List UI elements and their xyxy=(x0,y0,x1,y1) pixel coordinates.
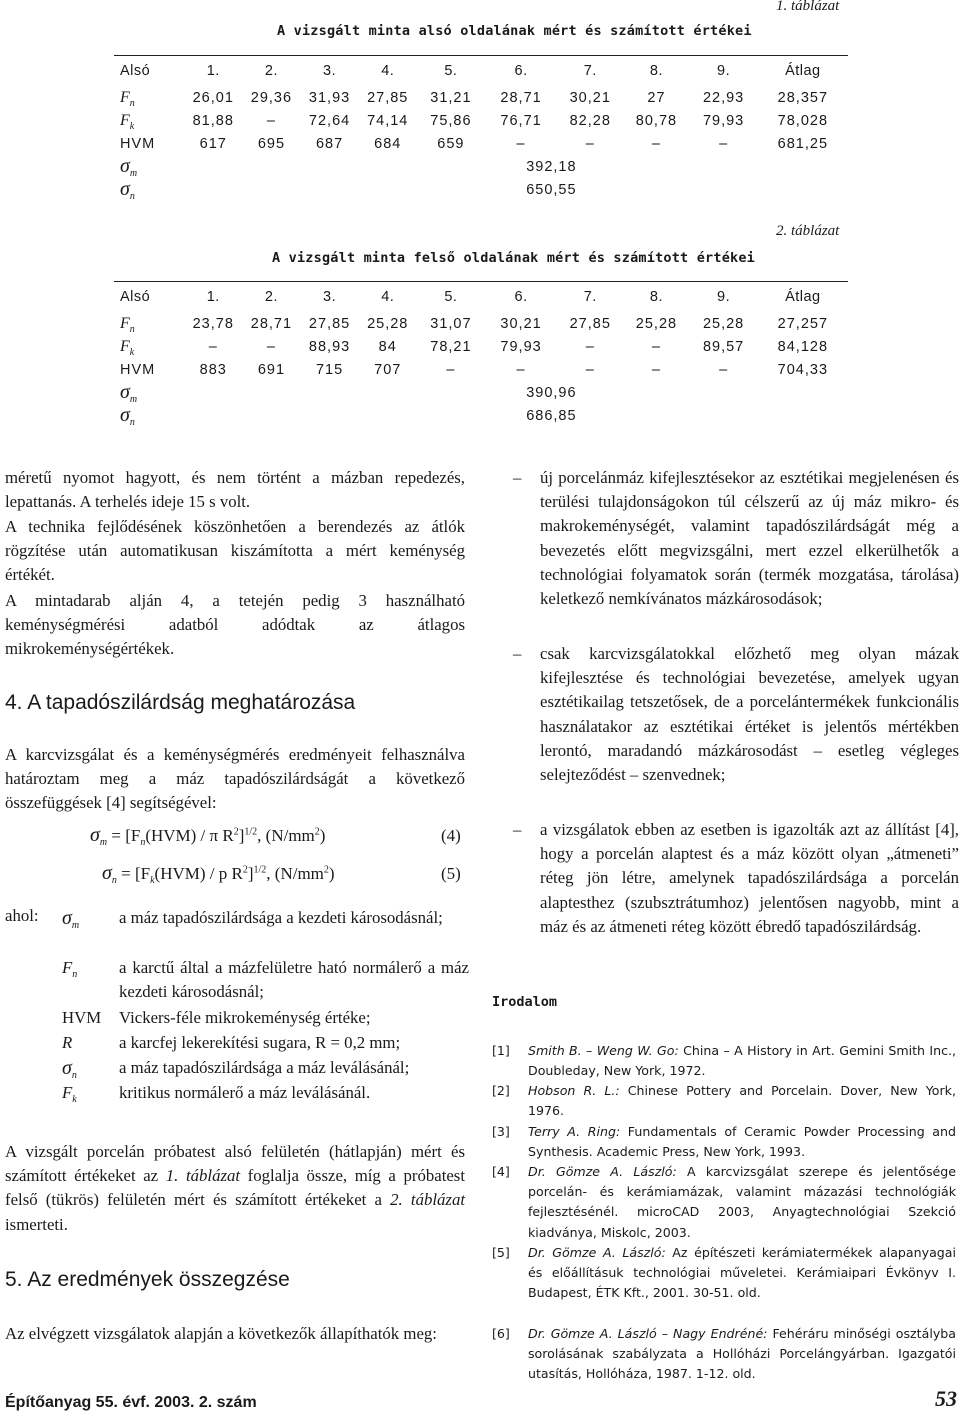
left-para-2: A technika fejlődésének köszönhetően a berendezés az átlók rögzítése után automatikusan kiszámította a mért keménység értékét. xyxy=(5,517,465,585)
table-cell: 25,28 xyxy=(635,315,678,332)
table-cell: 84,128 xyxy=(777,338,829,355)
sigma-symbol: σ xyxy=(90,824,100,846)
table-cell: 74,14 xyxy=(367,112,409,129)
table-cell: 883 xyxy=(199,361,227,378)
table-row xyxy=(114,109,848,132)
table-cell: 31,07 xyxy=(430,315,472,332)
row-label: $F_k$ xyxy=(120,337,135,358)
table-header-cell: 3. xyxy=(323,289,337,305)
table-header-cell: 9. xyxy=(717,63,731,79)
definition-list xyxy=(62,906,469,1126)
table-cell: 30,21 xyxy=(500,315,542,332)
reference-text: Smith B. – Weng W. Go: China – A History in Art. Gemini Smith Inc., Doubleday, New York, 1972. xyxy=(528,1043,957,1079)
sigma-symbol: σ xyxy=(102,862,112,884)
definition-symbol: $\sigma_n$ xyxy=(62,1057,77,1081)
table-cell: 695 xyxy=(257,135,286,152)
table-header-cell: 1. xyxy=(206,289,220,305)
table-header-cell: 3. xyxy=(323,63,337,79)
table-cell: 691 xyxy=(257,361,286,378)
table-cell: 659 xyxy=(437,135,465,152)
equation-4-number: (4) xyxy=(441,826,461,845)
table-cell: 84 xyxy=(378,338,397,355)
table-cell: 704,33 xyxy=(777,361,829,378)
table-header-cell: Átlag xyxy=(785,289,821,305)
reference-number: [1] xyxy=(492,1043,510,1058)
row-label: $F_k$ xyxy=(120,111,135,132)
table-cell: – xyxy=(208,338,218,355)
table1 xyxy=(114,56,848,201)
left-para-6: Az elvégzett vizsgálatok alapján a következők állapíthatók meg: xyxy=(5,1324,437,1343)
definition-symbol: $\sigma_m$ xyxy=(62,907,80,931)
table1-label: 1. táblázat xyxy=(776,0,840,14)
reference-text: Dr. Gömze A. László: Az építészeti kerámiatermékek alapanyagai és előállításuk technológiai műveletei. Kerámiaipari Évkönyv I. Budapest, ÉTK Kft., 2001. 30-51. old. xyxy=(528,1245,957,1301)
definition-symbol: HVM xyxy=(62,1008,102,1027)
table-cell: 81,88 xyxy=(192,112,234,129)
row-label: HVM xyxy=(120,135,156,152)
definition-symbol: $F_k$ xyxy=(62,1083,77,1105)
definition-symbol: $F_n$ xyxy=(62,958,78,980)
table-cell: – xyxy=(719,135,729,152)
table-row xyxy=(114,312,848,335)
table-cell: 707 xyxy=(374,361,402,378)
table-cell: 27 xyxy=(647,89,666,106)
table-header-cell: Átlag xyxy=(785,63,821,79)
reference-text: Hobson R. L.: Chinese Pottery and Porcelain. Dover, New York, 1976. xyxy=(528,1083,956,1119)
table-cell: 78,21 xyxy=(430,338,472,355)
table-row xyxy=(114,335,848,358)
table-cell: – xyxy=(266,338,276,355)
table-cell: – xyxy=(585,361,595,378)
table1-caption: A vizsgált minta alsó oldalának mért és számított értékei xyxy=(277,23,752,39)
left-para-3: A mintadarab alján 4, a tetején pedig 3 használható keménységmérési adatból adódtak az átlagos mikrokeménységértékek. xyxy=(5,591,465,659)
table-header-row xyxy=(114,56,848,86)
table-header-cell: 6. xyxy=(514,63,528,79)
table-cell: – xyxy=(516,361,526,378)
table-cell: 79,93 xyxy=(702,112,745,129)
reference-number: [4] xyxy=(492,1164,510,1179)
table-header-cell: 4. xyxy=(381,63,395,79)
table-cell: 82,28 xyxy=(569,112,611,129)
definition-text: Vickers-féle mikrokeménység értéke; xyxy=(119,1008,371,1027)
reference-number: [6] xyxy=(492,1326,510,1341)
reference-text: Terry A. Ring: Fundamentals of Ceramic Powder Processing and Synthesis. Academic Press, New York, 1993. xyxy=(528,1124,956,1160)
table-cell: – xyxy=(585,338,595,355)
row-label: $\sigma_n$ xyxy=(120,178,135,202)
table-cell: 31,93 xyxy=(308,89,351,106)
definition-text: a máz tapadószilárdsága a kezdeti károsodásnál; xyxy=(119,908,443,927)
definition-text: a máz tapadószilárdsága a máz leválásánál; xyxy=(119,1058,410,1077)
table2-caption: A vizsgált minta felső oldalának mért és számított értékei xyxy=(272,250,756,266)
left-para-1: méretű nyomot hagyott, és nem történt a mázban repedezés, lepattanás. A terhelés ideje 15 s volt. xyxy=(5,468,465,512)
equation-5-number: (5) xyxy=(441,864,461,883)
definition-text: a karcfej lekerekítési sugara, R = 0,2 mm; xyxy=(119,1033,401,1052)
definition-text: kritikus normálerő a máz leválásánál. xyxy=(119,1083,371,1102)
reference-number: [5] xyxy=(492,1245,510,1260)
row-label: HVM xyxy=(120,361,156,378)
table-header-cell: 5. xyxy=(444,63,458,79)
ahol-label: ahol: xyxy=(5,906,39,925)
section-5-heading: 5. Az eredmények összegzése xyxy=(5,1268,290,1291)
sigma-value: 390,96 xyxy=(526,384,577,401)
sigma-value: 392,18 xyxy=(526,158,577,175)
table-row-sigma-m xyxy=(114,381,848,404)
bullet-2: – csak karcvizsgálatokkal előzhető meg olyan mázak kifejlesztése és technológiai bevezetése, amelyek ugyan esztétikailag tetszetősek, de a porcelántermékek funkcionális használatakor az esztétikai értéket is jelentős mértékben lerontó, maradandó mázkárosodást – esetleg végleges selejteződést – szenvednek; xyxy=(513,644,959,785)
footer-page-number: 53 xyxy=(935,1386,957,1411)
table-cell: 715 xyxy=(315,361,344,378)
table-cell: – xyxy=(651,361,661,378)
table-header-cell: 2. xyxy=(264,63,278,79)
definition-symbol: R xyxy=(62,1033,73,1052)
table-cell: 88,93 xyxy=(308,338,351,355)
table-row xyxy=(114,86,848,109)
table-cell: – xyxy=(585,135,595,152)
table-row-sigma-m xyxy=(114,155,848,178)
table-cell: 26,01 xyxy=(192,89,234,106)
definition-text: a karctű által a mázfelületre ható normálerő a máz kezdeti károsodásnál; xyxy=(119,958,469,1002)
table-header-cell: 2. xyxy=(264,289,278,305)
table-cell: 23,78 xyxy=(192,315,234,332)
table-header-row xyxy=(114,282,848,312)
section-4-heading: 4. A tapadószilárdság meghatározása xyxy=(5,691,356,714)
table-cell: – xyxy=(719,361,729,378)
row-label: $\sigma_n$ xyxy=(120,404,135,428)
references-heading: Irodalom xyxy=(492,994,558,1010)
table-cell: 72,64 xyxy=(308,112,351,129)
row-label: $\sigma_m$ xyxy=(120,155,138,179)
reference-number: [3] xyxy=(492,1124,510,1139)
reference-number: [2] xyxy=(492,1083,510,1098)
equation-4: $\sigma_m = [F_n(HVM) / \pi$ $R^2]^{1/2}$, $(N/mm^2)$ xyxy=(90,824,326,848)
table-cell: 89,57 xyxy=(702,338,745,355)
bullet-3: – a vizsgálatok ebben az esetben is igazolták azt az állítást [4], hogy a porcelán alaptest és a máz között olyan „átmeneti” réteg jön létre, amelynek tapadószilárdsága a porcelán alaptesthez (szubsztrátumhoz) jelentősen nagyobb, mint a máz és az átmeneti réteg között ébredő tapadószilárdság. xyxy=(513,820,959,936)
table-cell: 78,028 xyxy=(777,112,829,129)
table-cell: 76,71 xyxy=(500,112,542,129)
table-header-cell: 9. xyxy=(717,289,731,305)
table-cell: 75,86 xyxy=(430,112,472,129)
table-row xyxy=(114,132,848,155)
table-cell: – xyxy=(266,112,276,129)
table-cell: – xyxy=(516,135,526,152)
row-label: $F_n$ xyxy=(120,314,135,335)
table2 xyxy=(114,282,848,427)
row-label: $\sigma_m$ xyxy=(120,381,138,405)
table-cell: 22,93 xyxy=(702,89,745,106)
table2-label: 2. táblázat xyxy=(776,223,840,239)
footer-journal: Építőanyag 55. évf. 2003. 2. szám xyxy=(5,1394,257,1411)
left-para-5: A vizsgált porcelán próbatest alsó felületén (hátlapján) mért és számított értékeket az 1. táblázat foglalja össze, míg a próbatest felső (tükrös) felületén mért és számított értékeket a 2. táblázat ismerteti. xyxy=(5,1142,466,1234)
table-cell: 25,28 xyxy=(702,315,745,332)
table-header-cell: 5. xyxy=(444,289,458,305)
table-cell: – xyxy=(651,135,661,152)
table-row-sigma-n xyxy=(114,178,848,201)
table-header-cell: Alsó xyxy=(120,289,151,305)
table-header-cell: 7. xyxy=(583,63,597,79)
table-header-cell: 8. xyxy=(649,289,663,305)
table-cell: 28,357 xyxy=(777,89,829,106)
table-cell: 25,28 xyxy=(367,315,409,332)
table-cell: 27,85 xyxy=(367,89,409,106)
table-row xyxy=(114,358,848,381)
table-header-cell: 7. xyxy=(583,289,597,305)
table-cell: 29,36 xyxy=(250,89,293,106)
table-cell: 79,93 xyxy=(500,338,542,355)
sigma-value: 650,55 xyxy=(526,181,577,198)
table-cell: 30,21 xyxy=(569,89,611,106)
table-cell: 687 xyxy=(315,135,344,152)
table-cell: 681,25 xyxy=(777,135,829,152)
reference-text: Dr. Gömze A. László: A karcvizsgálat szerepe és jelentősége porcelán- és kerámiamázak, valamint mázazási technológiák fejlesztésénél. microCAD 2003, Anyagtechnológiai Szekció kiadványa, Miskolc, 2003. xyxy=(528,1164,957,1240)
equation-5: $\sigma_n = [F_k(HVM) / p$ $R^2]^{1/2}$, $(N/mm^2)$ xyxy=(102,862,335,886)
row-label: $F_n$ xyxy=(120,88,135,109)
table-cell: 617 xyxy=(199,135,227,152)
table-cell: 28,71 xyxy=(500,89,542,106)
table-cell: 27,85 xyxy=(308,315,351,332)
table-header-cell: 8. xyxy=(649,63,663,79)
bullet-1: – új porcelánmáz kifejlesztésekor az esztétikai megjelenésen és terülési tulajdonságokon túl célszerű az új máz mikro- és makrokeménységét, valamint tapadószilárdságát még a bevezetés előtt megvizsgálni, mert ezzel elkerülhetők a technológiai folyamatok során (termék mozgatása, tárolása) keletkező nemkívánatos mázkárosodások; xyxy=(513,468,959,609)
table-cell: – xyxy=(651,338,661,355)
left-para-4: A karcvizsgálat és a keménységmérés eredményeit felhasználva határoztam meg a máz tapadószilárdságát a következő összefüggések [4] segítségével: xyxy=(5,745,465,813)
reference-text: Dr. Gömze A. László – Nagy Endréné: Fehéráru minőségi osztályba sorolásának szabályzata a Hollóházi Porcelángyárban. Igazgatói utasítás, Hollóháza, 1987. 1-12. old. xyxy=(528,1326,956,1382)
table-header-cell: 6. xyxy=(514,289,528,305)
table-cell: 27,257 xyxy=(777,315,829,332)
table-cell: 80,78 xyxy=(635,112,678,129)
table-cell: 27,85 xyxy=(569,315,611,332)
reference-list xyxy=(492,1041,960,1382)
table-row-sigma-n xyxy=(114,404,848,427)
table-cell: 31,21 xyxy=(430,89,472,106)
table-header-cell: 1. xyxy=(206,63,220,79)
table-cell: 684 xyxy=(374,135,402,152)
table-cell: 28,71 xyxy=(250,315,293,332)
table-header-cell: Alsó xyxy=(120,63,151,79)
table-header-cell: 4. xyxy=(381,289,395,305)
table-cell: – xyxy=(446,361,456,378)
sigma-value: 686,85 xyxy=(526,407,577,424)
